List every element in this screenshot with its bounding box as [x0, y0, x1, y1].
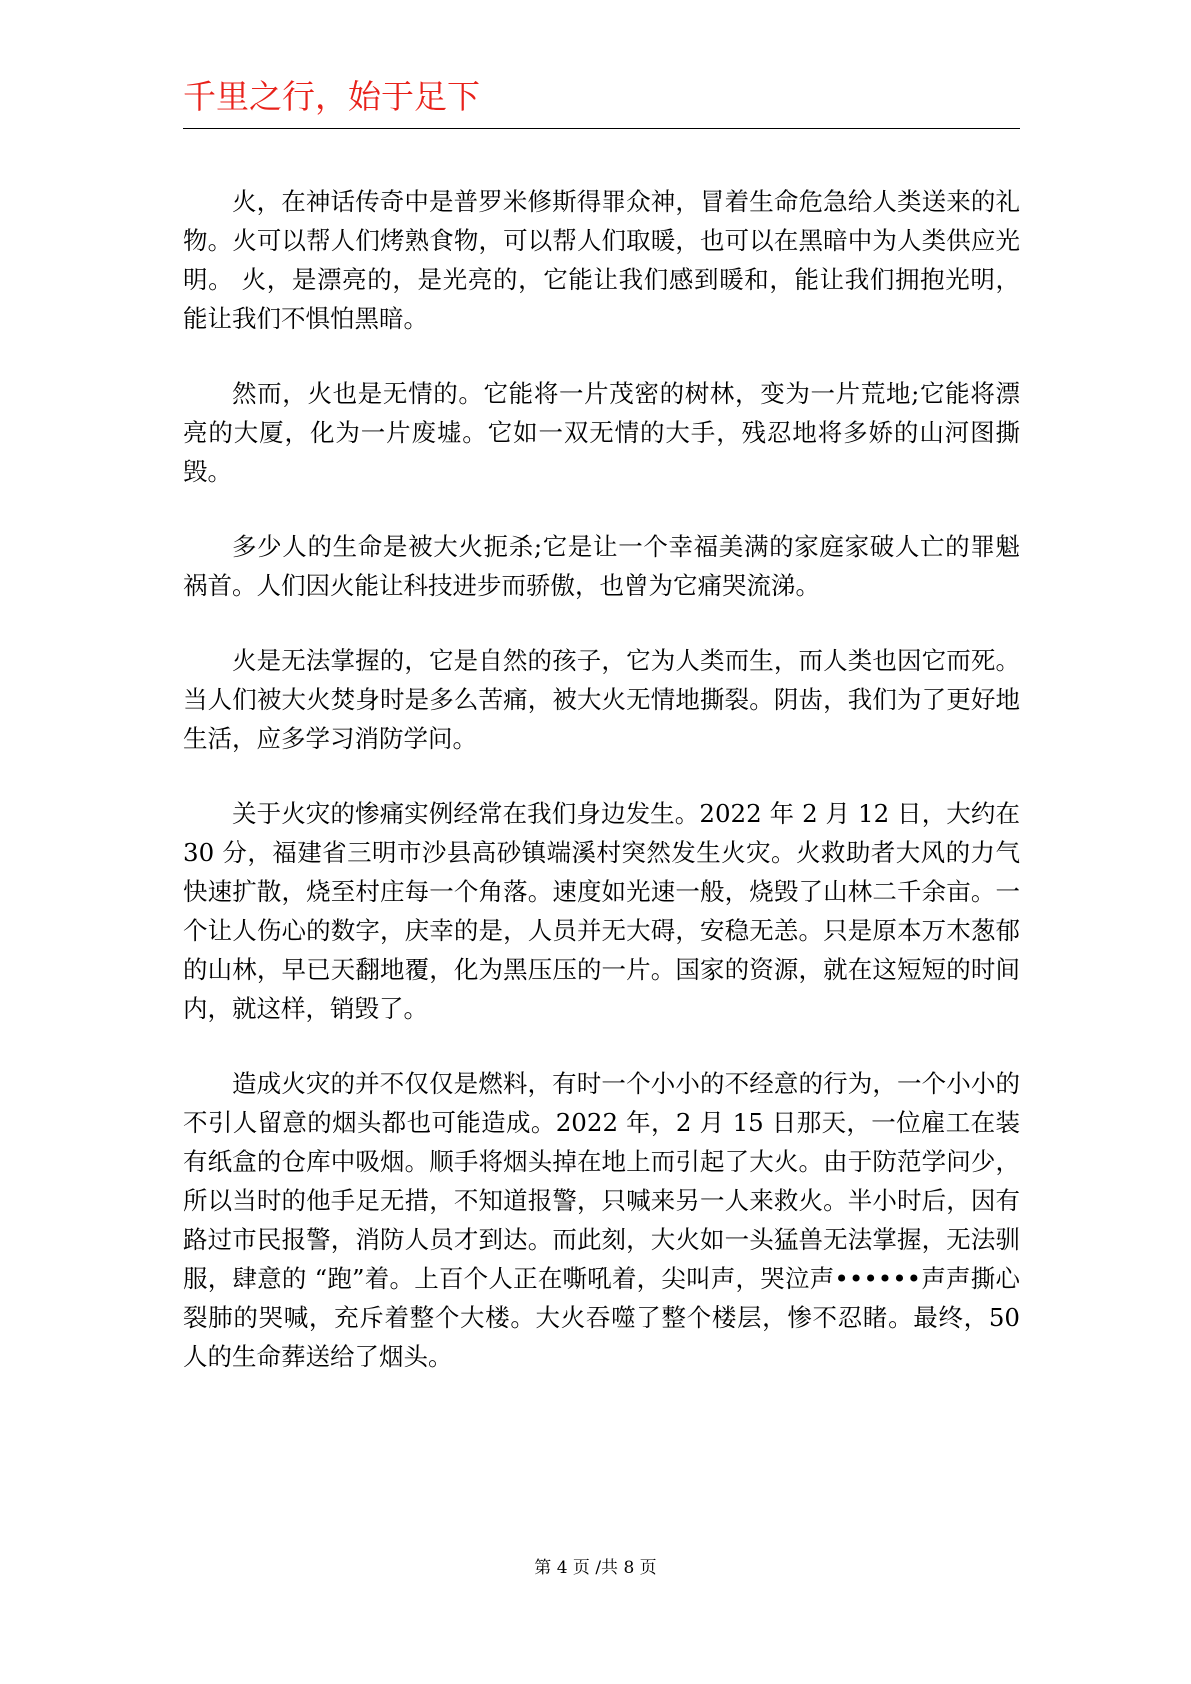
paragraph-5: 关于火灾的惨痛实例经常在我们身边发生。2022 年 2 月 12 日，大约在 30 分，福建省三明市沙县高砂镇端溪村突然发生火灾。火救助者大风的力气快速扩散，烧至村庄每一个角落。速度如光速一般，烧毁了山林二千余亩。一个让人伤心的数字，庆幸的是，人员并无大碍，安稳无恙。只是原本万木葱郁的山林，早已天翻地覆，化为黑压压的一片。国家的资源，就在这短短的时间内，就这样，销毁了。	[183, 799, 1020, 1023]
header-rule	[183, 128, 1020, 129]
header-motto: 千里之行，始于足下	[183, 77, 480, 116]
article-body	[183, 182, 1020, 1412]
page-header	[183, 76, 1020, 130]
paragraph-2: 然而，火也是无情的。它能将一片茂密的树林，变为一片荒地;它能将漂亮的大厦，化为一片废墟。它如一双无情的大手，残忍地将多娇的山河图撕毁。	[183, 379, 1020, 486]
paragraph-1: 火，在神话传奇中是普罗米修斯得罪众神，冒着生命危急给人类送来的礼物。火可以帮人们烤熟食物，可以帮人们取暖，也可以在黑暗中为人类供应光明。 火，是漂亮的，是光亮的，它能让我们感到暖和，能让我们拥抱光明，能让我们不惧怕黑暗。	[183, 187, 1020, 333]
paragraph-4: 火是无法掌握的，它是自然的孩子，它为人类而生，而人类也因它而死。当人们被大火焚身时是多么苦痛，被大火无情地撕裂。阴齿，我们为了更好地生活，应多学习消防学问。	[183, 646, 1020, 753]
paragraph-6: 造成火灾的并不仅仅是燃料，有时一个小小的不经意的行为，一个小小的不引人留意的烟头都也可能造成。2022 年，2 月 15 日那天，一位雇工在装有纸盒的仓库中吸烟。顺手将烟头掉在地上而引起了大火。由于防范学问少，所以当时的他手足无措，不知道报警，只喊来另一人来救火。半小时后，因有路过市民报警，消防人员才到达。而此刻，大火如一头猛兽无法掌握，无法驯服，肆意的 “跑”着。上百个人正在嘶吼着，尖叫声，哭泣声••••••声声撕心裂肺的哭喊，充斥着整个大楼。大火吞噬了整个楼层，惨不忍睹。最终，50 人的生命葬送给了烟头。	[183, 1069, 1020, 1371]
page-number: 第 4 页 /共 8 页	[534, 1558, 657, 1578]
paragraph-3: 多少人的生命是被大火扼杀;它是让一个幸福美满的家庭家破人亡的罪魁祸首。人们因火能让科技进步而骄傲，也曾为它痛哭流涕。	[183, 532, 1020, 600]
